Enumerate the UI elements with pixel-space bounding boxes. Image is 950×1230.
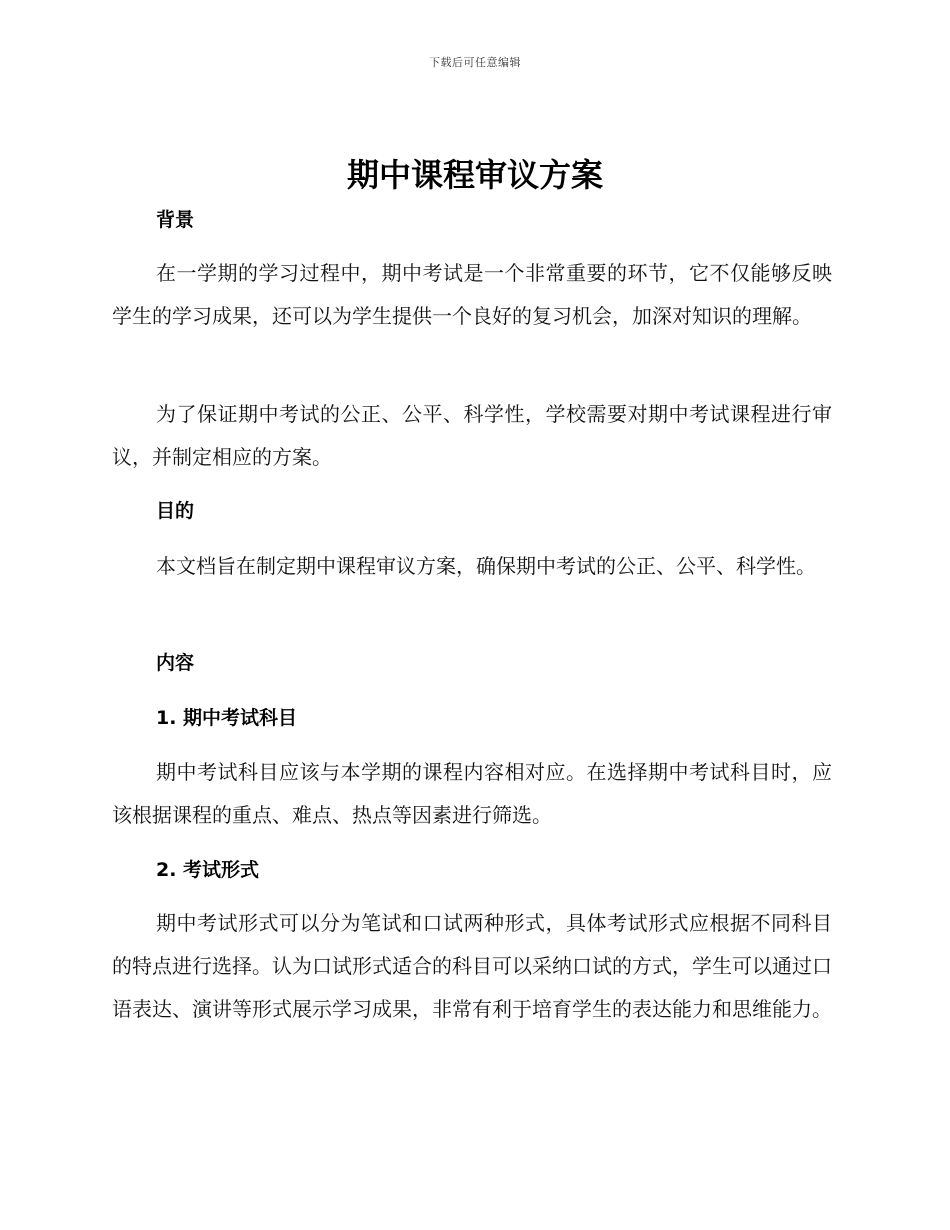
subsection-heading-exam-form: 2. 考试形式 (156, 859, 260, 881)
paragraph-background-2: 为了保证期中考试的公正、公平、科学性，学校需要对期中考试课程进行审议，并制定相应的方案。 (112, 402, 832, 469)
header-note: 下载后可任意编辑 (429, 56, 521, 69)
document-title: 期中课程审议方案 (346, 156, 603, 194)
paragraph-exam-form: 期中考试形式可以分为笔试和口试两种形式，具体考试形式应根据不同科目的特点进行选择。认为口试形式适合的科目可以采纳口试的方式，学生可以通过口语表达、演讲等形式展示学习成果，非常有利于培育学生的表达能力和思维能力。 (112, 911, 832, 1021)
section-heading-content: 内容 (156, 652, 195, 674)
paragraph-purpose: 本文档旨在制定期中课程审议方案，确保期中考试的公正、公平、科学性。 (156, 554, 816, 578)
section-heading-background: 背景 (156, 209, 195, 231)
paragraph-background-1: 在一学期的学习过程中，期中考试是一个非常重要的环节，它不仅能够反映学生的学习成果，还可以为学生提供一个良好的复习机会，加深对知识的理解。 (112, 261, 832, 328)
section-heading-purpose: 目的 (156, 500, 195, 522)
paragraph-subjects: 期中考试科目应该与本学期的课程内容相对应。在选择期中考试科目时，应该根据课程的重点、难点、热点等因素进行筛选。 (112, 760, 832, 827)
subsection-heading-subjects: 1. 期中考试科目 (156, 707, 298, 729)
